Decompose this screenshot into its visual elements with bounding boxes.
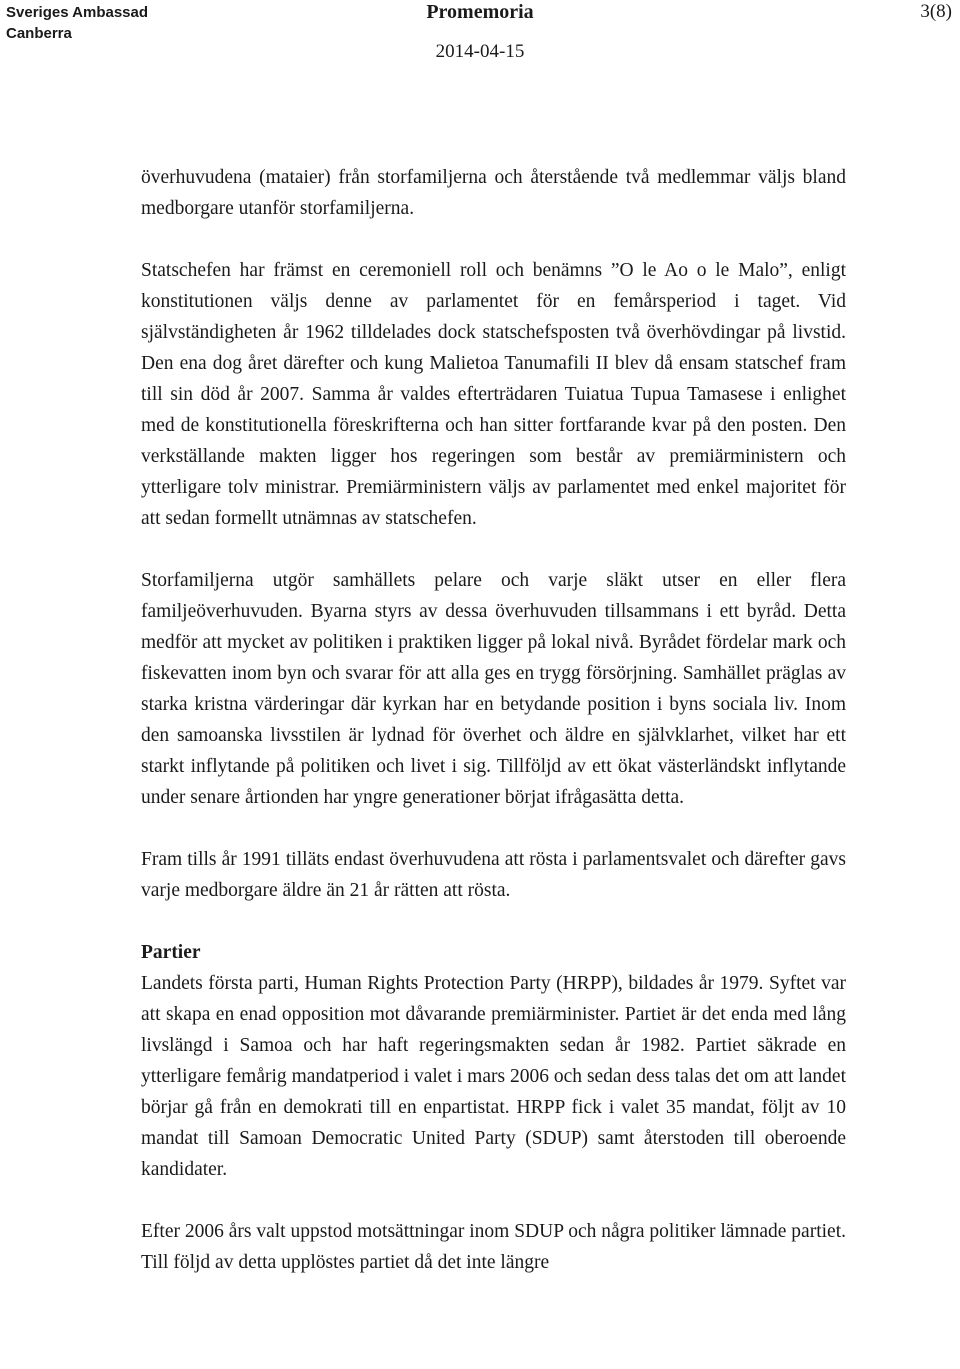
paragraph-2: Statschefen har främst en ceremoniell roll och benämns ”O le Ao o le Malo”, enligt konstitutionen väljs denne av parlamentet för en femårsperiod i taget. Vid självständigheten år 1962 tilldelades dock statschefsposten två överhövdingar på livstid. Den ena dog året därefter och kung Malietoa Tanumafili II blev då ensam statschef fram till sin död år 2007. Samma år valdes efterträdaren Tuiatua Tupua Tamasese i enlighet med de konstitutionella föreskrifterna och han sitter fortfarande kvar på den posten. Den verkställande makten ligger hos regeringen som består av premiärministern och ytterligare tolv ministrar. Premiärministern väljs av parlamentet med enkel majoritet för att sedan formellt utnämnas av statschefen. (141, 260, 846, 529)
section-heading-partier: Partier (141, 942, 201, 963)
paragraph-5: Landets första parti, Human Rights Protection Party (HRPP), bildades år 1979. Syftet var att skapa en enad opposition mot dåvarande premiärminister. Partiet är det enda med lång livslängd i Samoa och har haft regeringsmakten sedan år 1982. Partiet säkrade en ytterligare femårig mandatperiod i valet i mars 2006 och sedan dess talas det om att landet börjar gå från en demokrati till en enpartistat. HRPP fick i valet 35 mandat, följt av 10 mandat till Samoan Democratic United Party (SDUP) samt återstoden till oberoende kandidater. (141, 973, 846, 1180)
document-date: 2014-04-15 (435, 41, 525, 62)
organization-name: Sveriges Ambassad (6, 4, 149, 21)
document-type: Promemoria (426, 1, 534, 23)
city-name: Canberra (6, 25, 72, 42)
paragraph-3: Storfamiljerna utgör samhällets pelare och varje släkt utser en eller flera familjeöverhuvuden. Byarna styrs av dessa överhuvuden tillsammans i ett byråd. Detta medför att mycket av politiken i praktiken ligger på lokal nivå. Byrådet fördelar mark och fiskevatten inom byn och svarar för att alla ges en trygg försörjning. Samhället präglas av starka kristna värderingar där kyrkan har en betydande position i byns sociala liv. Inom den samoanska livsstilen är lydnad för överhet och äldre en självklarhet, vilket har ett starkt inflytande på politiken och livet i sig. Tillföljd av ett ökat västerländskt inflytande under senare årtionden har yngre generationer börjat ifrågasätta detta. (141, 570, 846, 808)
document-body (141, 162, 846, 1309)
page-number: 3(8) (920, 1, 952, 22)
header-center (0, 0, 960, 63)
paragraph-1: överhuvudena (mataier) från storfamiljerna och återstående två medlemmar väljs bland medborgare utanför storfamiljerna. (141, 167, 846, 219)
paragraph-6: Efter 2006 års valt uppstod motsättningar inom SDUP och några politiker lämnade partiet. Till följd av detta upplöstes partiet då det inte längre (141, 1221, 846, 1273)
paragraph-4: Fram tills år 1991 tilläts endast överhuvudena att rösta i parlamentsvalet och därefter gavs varje medborgare äldre än 21 år rätten att rösta. (141, 849, 846, 901)
